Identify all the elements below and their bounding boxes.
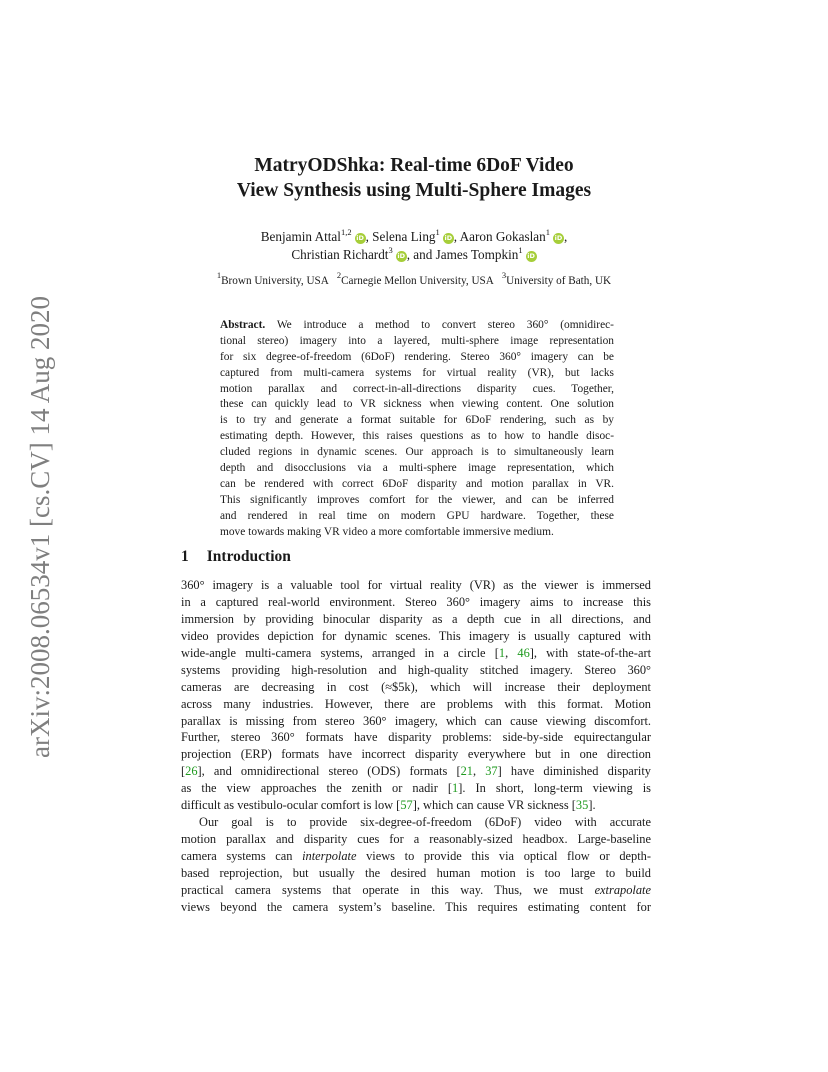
abstract [220,318,614,540]
author-list [0,228,828,264]
citation-link[interactable]: 46 [517,645,530,660]
author-affiliation-mark: 1 [435,226,440,237]
title-line-2: View Synthesis using Multi-Sphere Images [236,180,592,201]
citation-link[interactable]: 21 [460,764,473,779]
section-number: 1 [181,548,189,565]
abstract-text: estimating depth. However, this raises questions as to how to handle disoc- [220,430,614,443]
orcid-icon[interactable]: iD [356,234,364,242]
author-name: Aaron Gokaslan [459,229,546,244]
author-affiliation-mark: 1 [518,244,523,255]
abstract-line [220,318,614,334]
abstract-text: and rendered in real time on modern GPU hardware. Together, these [220,509,614,522]
abstract-line [220,413,614,429]
body-line [181,696,651,713]
body-line [181,899,651,916]
abstract-line [220,334,614,350]
body-line [181,746,651,763]
abstract-text: move towards making VR video a more comfortable immersive medium. [220,525,554,538]
author-line-2 [0,246,828,264]
abstract-text: these can quickly lead to VR sickness when viewing content. One solution [220,398,614,411]
abstract-text: This significantly improves comfort for the viewer, and can be inferred [220,493,614,506]
author-affiliation-mark: 1 [545,226,550,237]
abstract-line [220,509,614,525]
section-heading [181,548,291,566]
abstract-line [220,493,614,509]
body-text-run: as the view approaches the zenith or nadir [ [181,781,453,796]
body-line [181,611,651,628]
abstract-line [220,445,614,461]
abstract-text: is to try and generate a format suitable for 6DoF rendering, such as by [220,414,614,427]
body-text-run: views beyond the camera system’s baseline. This requires estimating content for [181,899,651,914]
abstract-text: motion parallax and correct-in-all-directions disparity cues. Together, [220,382,614,395]
body-text-run: video provides depiction for dynamic scenes. This imagery is usually captured with [181,628,651,643]
abstract-text: captured from multi-camera systems for virtual reality (VR), but lacks [220,366,614,379]
abstract-line [220,397,614,413]
body-text-run: ], and omnidirectional stereo (ODS) formats [ [197,764,461,779]
citation-link[interactable]: 37 [485,764,498,779]
body-text-run: , [472,764,486,779]
abstract-line [220,461,614,477]
abstract-line [220,525,614,541]
affiliation-mark: 3 [501,270,507,281]
abstract-label: Abstract. [220,319,266,331]
author-line-1 [0,228,828,246]
affiliations [0,270,828,287]
affiliation-name: University of Bath, UK [506,275,612,287]
body-text-run: practical camera systems that operate in this way. Thus, we must [181,882,595,897]
emphasis: extrapolate [594,882,651,897]
body-line [181,848,651,865]
abstract-text: depth and disocclusions via a multi-sphere image representation, which [220,462,614,475]
body-text-run: wide-angle multi-camera systems, arranged in a circle [ [181,645,499,660]
author-separator: , [563,229,568,244]
author-name: Christian Richardt [291,247,389,262]
body-text-run: parallax is missing from stereo 360° imagery, which can cause viewing discomfort. [181,713,651,728]
body-line [181,713,651,730]
body-text-run: in a captured real-world environment. Stereo 360° imagery aims to increase this [181,594,651,609]
affiliation-name: Carnegie Mellon University, USA [341,275,494,287]
abstract-text: We introduce a method to convert stereo 360° (omnidirec- [276,319,614,331]
orcid-icon[interactable]: iD [554,234,563,242]
body-line [181,814,651,831]
orcid-icon[interactable]: iD [397,252,406,260]
citation-link[interactable]: 35 [575,798,589,813]
body-line [181,831,651,848]
citation-link[interactable]: 57 [400,798,413,813]
body-line [181,577,651,594]
body-line [181,780,651,797]
section-title: Introduction [206,548,291,565]
citation-link[interactable]: 1 [452,781,459,796]
emphasis: interpolate [302,849,357,863]
author-name: Benjamin Attal [260,229,341,244]
abstract-line [220,350,614,366]
title-line-1: MatryODShka: Real-time 6DoF Video [254,155,574,176]
abstract-text: for six degree-of-freedom (6DoF) rendering. Stereo 360° imagery can be [220,350,614,363]
orcid-icon[interactable]: iD [444,234,453,242]
body-line [181,865,651,882]
author-name: James Tompkin [435,247,519,262]
body-text-run: Further, stereo 360° formats have disparity problems: side-by-side equirectangular [181,730,651,745]
abstract-line [220,429,614,445]
body-line [181,628,651,645]
author-affiliation-mark: 1,2 [340,226,352,237]
body-text-run: 360° imagery is a valuable tool for virtual reality (VR) as the viewer is immersed [181,578,651,592]
body-text-run: views to provide this via optical flow or depth- [356,849,651,863]
affiliation-mark: 2 [336,270,342,281]
arxiv-side-stamp [18,280,58,760]
affiliation-mark: 1 [216,270,222,281]
body-text [181,577,651,916]
body-text-run: cameras are decreasing in cost (≈$5k), which will increase their deployment [181,679,651,694]
abstract-line [220,477,614,493]
abstract-line [220,382,614,398]
body-text-run: projection (ERP) formats have incorrect disparity everywhere but in one direction [181,747,651,762]
body-text-run: ]. [588,798,596,813]
abstract-text: cluded regions in dynamic scenes. Our approach is to simultaneously learn [220,446,614,459]
author-affiliation-mark: 3 [388,244,393,255]
body-line [181,662,651,679]
body-text-run: based reprojection, but usually the desired human motion is too large to build [181,865,651,880]
body-text-run: motion parallax and disparity cues for a reasonably-sized headbox. Large-baseline [181,832,651,847]
body-text-run: ] have diminished disparity [497,764,651,779]
body-text-run: ]. In short, long-term viewing is [458,781,651,796]
affiliation [216,270,329,287]
affiliation-name: Brown University, USA [221,275,329,287]
body-text-run: ], which can cause VR sickness [ [412,798,576,813]
body-text-run: immersion by providing binocular disparity as a depth cue in all directions, and [181,611,651,626]
body-text-run: Our goal is to provide six-degree-of-freedom (6DoF) video with accurate [199,815,651,830]
body-line [181,645,651,662]
citation-link[interactable]: 26 [185,764,198,779]
body-line [181,729,651,746]
body-line [181,882,651,899]
body-line [181,679,651,696]
author-name: Selena Ling [372,229,436,244]
author-separator: , and [406,247,436,262]
body-text-run: , [505,645,518,660]
body-text-run: [ [181,764,186,779]
abstract-text: tional stereo) imagery into a layered, multi-sphere image representation [220,334,614,347]
author-separator: , [365,229,373,244]
body-line [181,763,651,780]
body-text-run: systems providing high-resolution and high-quality stitched imagery. Stereo 360° [181,662,651,677]
abstract-line [220,366,614,382]
paper-title [0,153,828,203]
citation-link[interactable]: 1 [498,645,506,660]
body-text-run: camera systems can [181,849,303,863]
body-line [181,594,651,611]
orcid-icon[interactable]: iD [527,252,535,260]
affiliation [501,270,612,287]
arxiv-identifier: arXiv:2008.06534v1 [cs.CV] 14 Aug 2020 [25,296,55,758]
body-text-run: ], with state-of-the-art [529,645,652,660]
body-line [181,797,651,814]
abstract-text: can be rendered with correct 6DoF disparity and motion parallax in VR. [220,477,614,490]
body-text-run: across many industries. However, there are problems with this format. Motion [181,696,651,711]
body-text-run: difficult as vestibulo-ocular comfort is low [ [181,798,401,813]
affiliation [336,270,494,287]
author-separator: , [453,229,460,244]
